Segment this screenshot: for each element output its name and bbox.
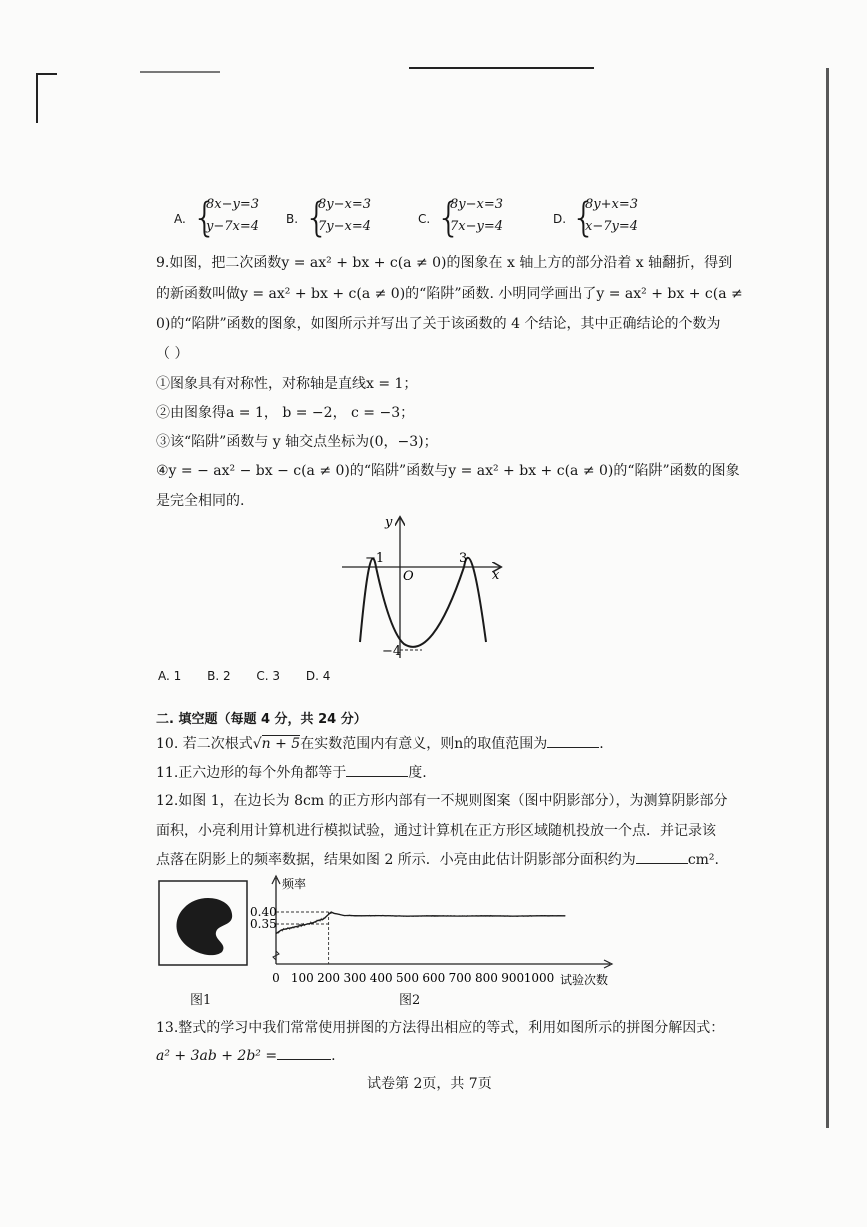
q9-line1: 9.如图，把二次函数y = ax² + bx + c(a ≠ 0)的图象在 x 轴上方的部分沿着 x 轴翻折，得到 xyxy=(156,255,733,271)
x-tick-label: 400 xyxy=(369,971,393,985)
brace-icon: { xyxy=(192,195,218,241)
q11-text: 11.正六边形的每个外角都等于 xyxy=(156,765,347,781)
x-tick-label: 1000 xyxy=(523,971,555,985)
q9-answer-bracket: （ ） xyxy=(156,346,189,362)
q9-choices xyxy=(158,669,352,683)
scan-artifact-left-edge xyxy=(36,73,38,123)
y-axis-title: 频率 xyxy=(282,877,307,891)
brace-icon: { xyxy=(304,195,330,241)
x-tick-label: 800 xyxy=(474,971,498,985)
equation-system xyxy=(206,194,259,238)
q13-line1: 13.整式的学习中我们常常使用拼图的方法得出相应的等式，利用如图所示的拼图分解因式： xyxy=(156,1020,725,1036)
tick-minus1: −1 xyxy=(365,551,385,566)
scan-artifact-top xyxy=(409,67,594,69)
brace-icon: { xyxy=(571,195,597,241)
x-tick-label: 900 xyxy=(501,971,525,985)
section-heading: 二. 填空题（每题 4 分，共 24 分） xyxy=(156,712,367,727)
q11 xyxy=(156,762,427,782)
q9-statement-3: ③该“陷阱”函数与 y 轴交点坐标为(0，−3)； xyxy=(156,434,438,450)
q12-line1: 12.如图 1，在边长为 8cm 的正方形内部有一不规则图案（图中阴影部分），为测算阴影部分 xyxy=(156,793,728,809)
equation-system xyxy=(450,194,503,238)
equation: 7x−y=4 xyxy=(450,219,504,234)
option-label: C. xyxy=(418,212,431,226)
answer-blank xyxy=(346,764,408,777)
y-tick-label: 0.40 xyxy=(250,905,277,919)
q13-end: . xyxy=(331,1048,336,1064)
figure-2-caption: 图2 xyxy=(399,993,421,1008)
y-tick-label: 0.35 xyxy=(250,917,277,931)
q13-line2 xyxy=(156,1047,336,1064)
q12-text: 点落在阴影上的频率数据，结果如图 2 所示．小亮由此估计阴影部分面积约为 xyxy=(156,852,636,868)
trap-curve xyxy=(360,558,486,647)
q12-line3 xyxy=(156,849,719,869)
choice-b: B. 2 xyxy=(207,669,231,683)
option-label: A. xyxy=(174,212,186,226)
x-axis-title: 试验次数 xyxy=(560,973,609,987)
q10-text-post: 在实数范围内有意义，则n的取值范围为 xyxy=(300,736,548,752)
tick-minus4: −4 xyxy=(382,644,402,659)
scan-artifact-top2 xyxy=(140,71,220,73)
q10-text: 10. 若二次根式 xyxy=(156,736,253,752)
x-tick-label: 0 xyxy=(272,971,280,985)
answer-blank xyxy=(636,851,688,864)
x-tick-label: 100 xyxy=(290,971,314,985)
q10 xyxy=(156,733,604,753)
equation: x−7y=4 xyxy=(585,219,639,234)
trap-function-graph xyxy=(340,512,510,660)
tick-3: 3 xyxy=(459,551,468,566)
equation: y−7x=4 xyxy=(206,219,260,234)
y-axis-label: y xyxy=(385,515,393,530)
brace-icon: { xyxy=(436,195,462,241)
q9-statement-2: ②由图象得a = 1， b = −2， c = −3； xyxy=(156,405,415,421)
frequency-chart xyxy=(218,872,623,990)
page-footer: 试卷第 2页，共 7页 xyxy=(367,1076,492,1092)
x-axis-label: x xyxy=(492,568,500,583)
figure-1-caption: 图1 xyxy=(190,993,212,1008)
q10-radicand: n + 5 xyxy=(261,736,301,752)
answer-blank xyxy=(547,735,599,748)
q9-line2: 的新函数叫做y = ax² + bx + c(a ≠ 0)的“陷阱”函数. 小明同学画出了y = ax² + bx + c(a ≠ xyxy=(156,286,743,302)
x-tick-label: 300 xyxy=(343,971,367,985)
q12-unit: cm². xyxy=(687,852,719,868)
option-label: D. xyxy=(553,212,567,226)
equation: 8x−y=3 xyxy=(206,197,260,212)
origin-label: O xyxy=(403,569,414,584)
option-label: B. xyxy=(286,212,299,226)
q13-expression: a² + 3ab + 2b² = xyxy=(156,1048,278,1064)
answer-blank xyxy=(277,1047,331,1060)
q9-statement-4: ④y = − ax² − bx − c(a ≠ 0)的“陷阱”函数与y = ax² + bx + c(a ≠ 0)的“陷阱”函数的图象 xyxy=(156,463,740,479)
q11-text-post: 度. xyxy=(408,765,427,781)
equation: 8y+x=3 xyxy=(585,197,639,212)
equation: 7y−x=4 xyxy=(318,219,372,234)
q9-statement-4-cont: 是完全相同的. xyxy=(156,493,245,509)
sqrt-sign-icon: √ xyxy=(252,736,262,752)
scan-artifact-top-left xyxy=(37,73,57,75)
frequency-series-line xyxy=(276,912,565,934)
choice-a: A. 1 xyxy=(158,669,182,683)
q9-statement-1: ①图象具有对称性，对称轴是直线x = 1； xyxy=(156,376,418,392)
choice-d: D. 4 xyxy=(305,669,331,683)
equation: 8y−x=3 xyxy=(450,197,504,212)
q9-line3: 0)的“陷阱”函数的图象，如图所示并写出了关于该函数的 4 个结论，其中正确结论的个数为 xyxy=(156,316,721,332)
equation-system xyxy=(585,194,638,238)
x-tick-label: 700 xyxy=(448,971,472,985)
equation-system xyxy=(318,194,371,238)
x-tick-label: 200 xyxy=(317,971,341,985)
q12-line2: 面积，小亮利用计算机进行模拟试验，通过计算机在正方形区域随机投放一个点．并记录该 xyxy=(156,823,716,839)
x-tick-label: 500 xyxy=(396,971,419,985)
q10-end: . xyxy=(599,736,604,752)
choice-c: C. 3 xyxy=(256,669,281,683)
equation: 8y−x=3 xyxy=(318,197,372,212)
frequency-jitter-line xyxy=(276,913,565,934)
x-tick-label: 600 xyxy=(422,971,446,985)
scan-artifact-right-edge xyxy=(826,68,829,1128)
